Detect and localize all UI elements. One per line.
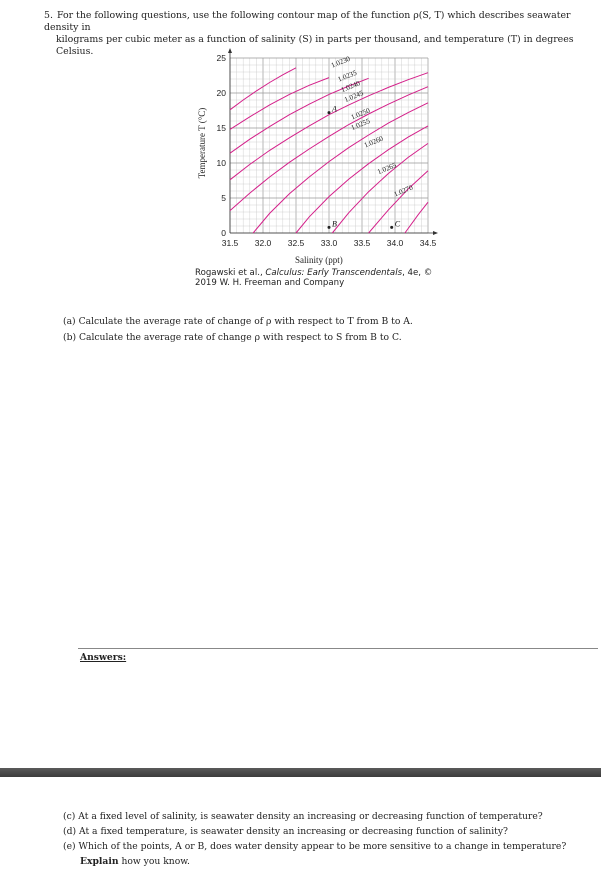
- caption-book-title: Calculus: Early Transcendentals: [265, 268, 403, 278]
- chart-ticks: [217, 53, 437, 248]
- x-tick-label: 31.5: [221, 238, 239, 248]
- problem-number: 5.: [44, 10, 53, 21]
- x-tick-label: 33.0: [320, 238, 338, 248]
- contour-label: 1.0230: [330, 54, 352, 70]
- point-label-b: B: [332, 219, 337, 229]
- contour-label: 1.0260: [363, 134, 385, 150]
- y-tick-label: 15: [216, 123, 226, 133]
- contour-label: 1.0235: [336, 68, 358, 84]
- point-label-a: A: [332, 104, 337, 114]
- caption-authors: Rogawski et al.,: [195, 268, 266, 278]
- y-axis-label: Temperature T (°C): [197, 107, 207, 179]
- contour-label: 1.0250: [349, 106, 372, 122]
- x-axis-arrow: [433, 231, 438, 235]
- x-axis-label: Salinity (ppt): [295, 255, 343, 265]
- caption-publisher: 2019 W. H. Freeman and Company: [195, 278, 345, 288]
- contour-label: 1.0245: [343, 89, 365, 104]
- y-tick-label: 25: [216, 53, 226, 63]
- question-d: (d) At a fixed temperature, is seawater density an increasing or decreasing function of salinity?: [63, 826, 508, 837]
- x-tick-label: 34.0: [386, 238, 404, 248]
- question-e-explain: [63, 854, 566, 869]
- questions-ab: [63, 314, 413, 346]
- point-label-c: C: [394, 219, 401, 229]
- page-divider: [0, 768, 601, 777]
- question-e: (e) Which of the points, A or B, does water density appear to be more sensitive to a change in temperature?: [63, 841, 567, 852]
- x-tick-label: 32.5: [287, 238, 305, 248]
- point-b: [328, 226, 331, 229]
- caption-edition: , 4e, ©: [402, 268, 433, 278]
- answers-rule: [78, 648, 598, 649]
- contour-label: 1.0255: [349, 117, 372, 132]
- question-b: (b) Calculate the average rate of change ρ with respect to S from B to C.: [63, 332, 402, 343]
- y-tick-label: 5: [221, 193, 226, 203]
- chart-grid: [230, 58, 428, 233]
- contour-label: 1.0265: [376, 161, 398, 177]
- contour-c2: [230, 78, 329, 130]
- question-c: (c) At a fixed level of salinity, is seawater density an increasing or decreasing function of temperature?: [63, 811, 543, 822]
- problem-text-line2: kilograms per cubic meter as a function of salinity (S) in parts per thousand, and temperature (T) in degrees Celsius.: [56, 34, 574, 57]
- question-e-rest: how you know.: [118, 856, 190, 867]
- answers-label: Answers:: [80, 652, 127, 663]
- contour-map-chart: [193, 48, 453, 248]
- x-tick-label: 32.0: [254, 238, 272, 248]
- questions-cde: [63, 809, 566, 869]
- question-e-bold: Explain: [80, 856, 119, 867]
- figure-caption: [195, 256, 435, 288]
- contour-label: 1.0270: [392, 183, 415, 199]
- point-c: [390, 226, 393, 229]
- y-tick-label: 0: [221, 228, 226, 238]
- chart-axes: [228, 48, 438, 235]
- contour-label: 1.0240: [339, 79, 362, 95]
- y-tick-label: 10: [216, 158, 226, 168]
- question-a: (a) Calculate the average rate of change of ρ with respect to T from B to A.: [63, 316, 413, 327]
- x-tick-label: 34.5: [419, 238, 437, 248]
- point-a: [328, 111, 331, 114]
- x-tick-label: 33.5: [353, 238, 371, 248]
- y-tick-label: 20: [216, 88, 226, 98]
- y-axis-arrow: [228, 48, 232, 53]
- problem-text-line1: For the following questions, use the following contour map of the function ρ(S, T) which describes seawater density in: [44, 10, 571, 33]
